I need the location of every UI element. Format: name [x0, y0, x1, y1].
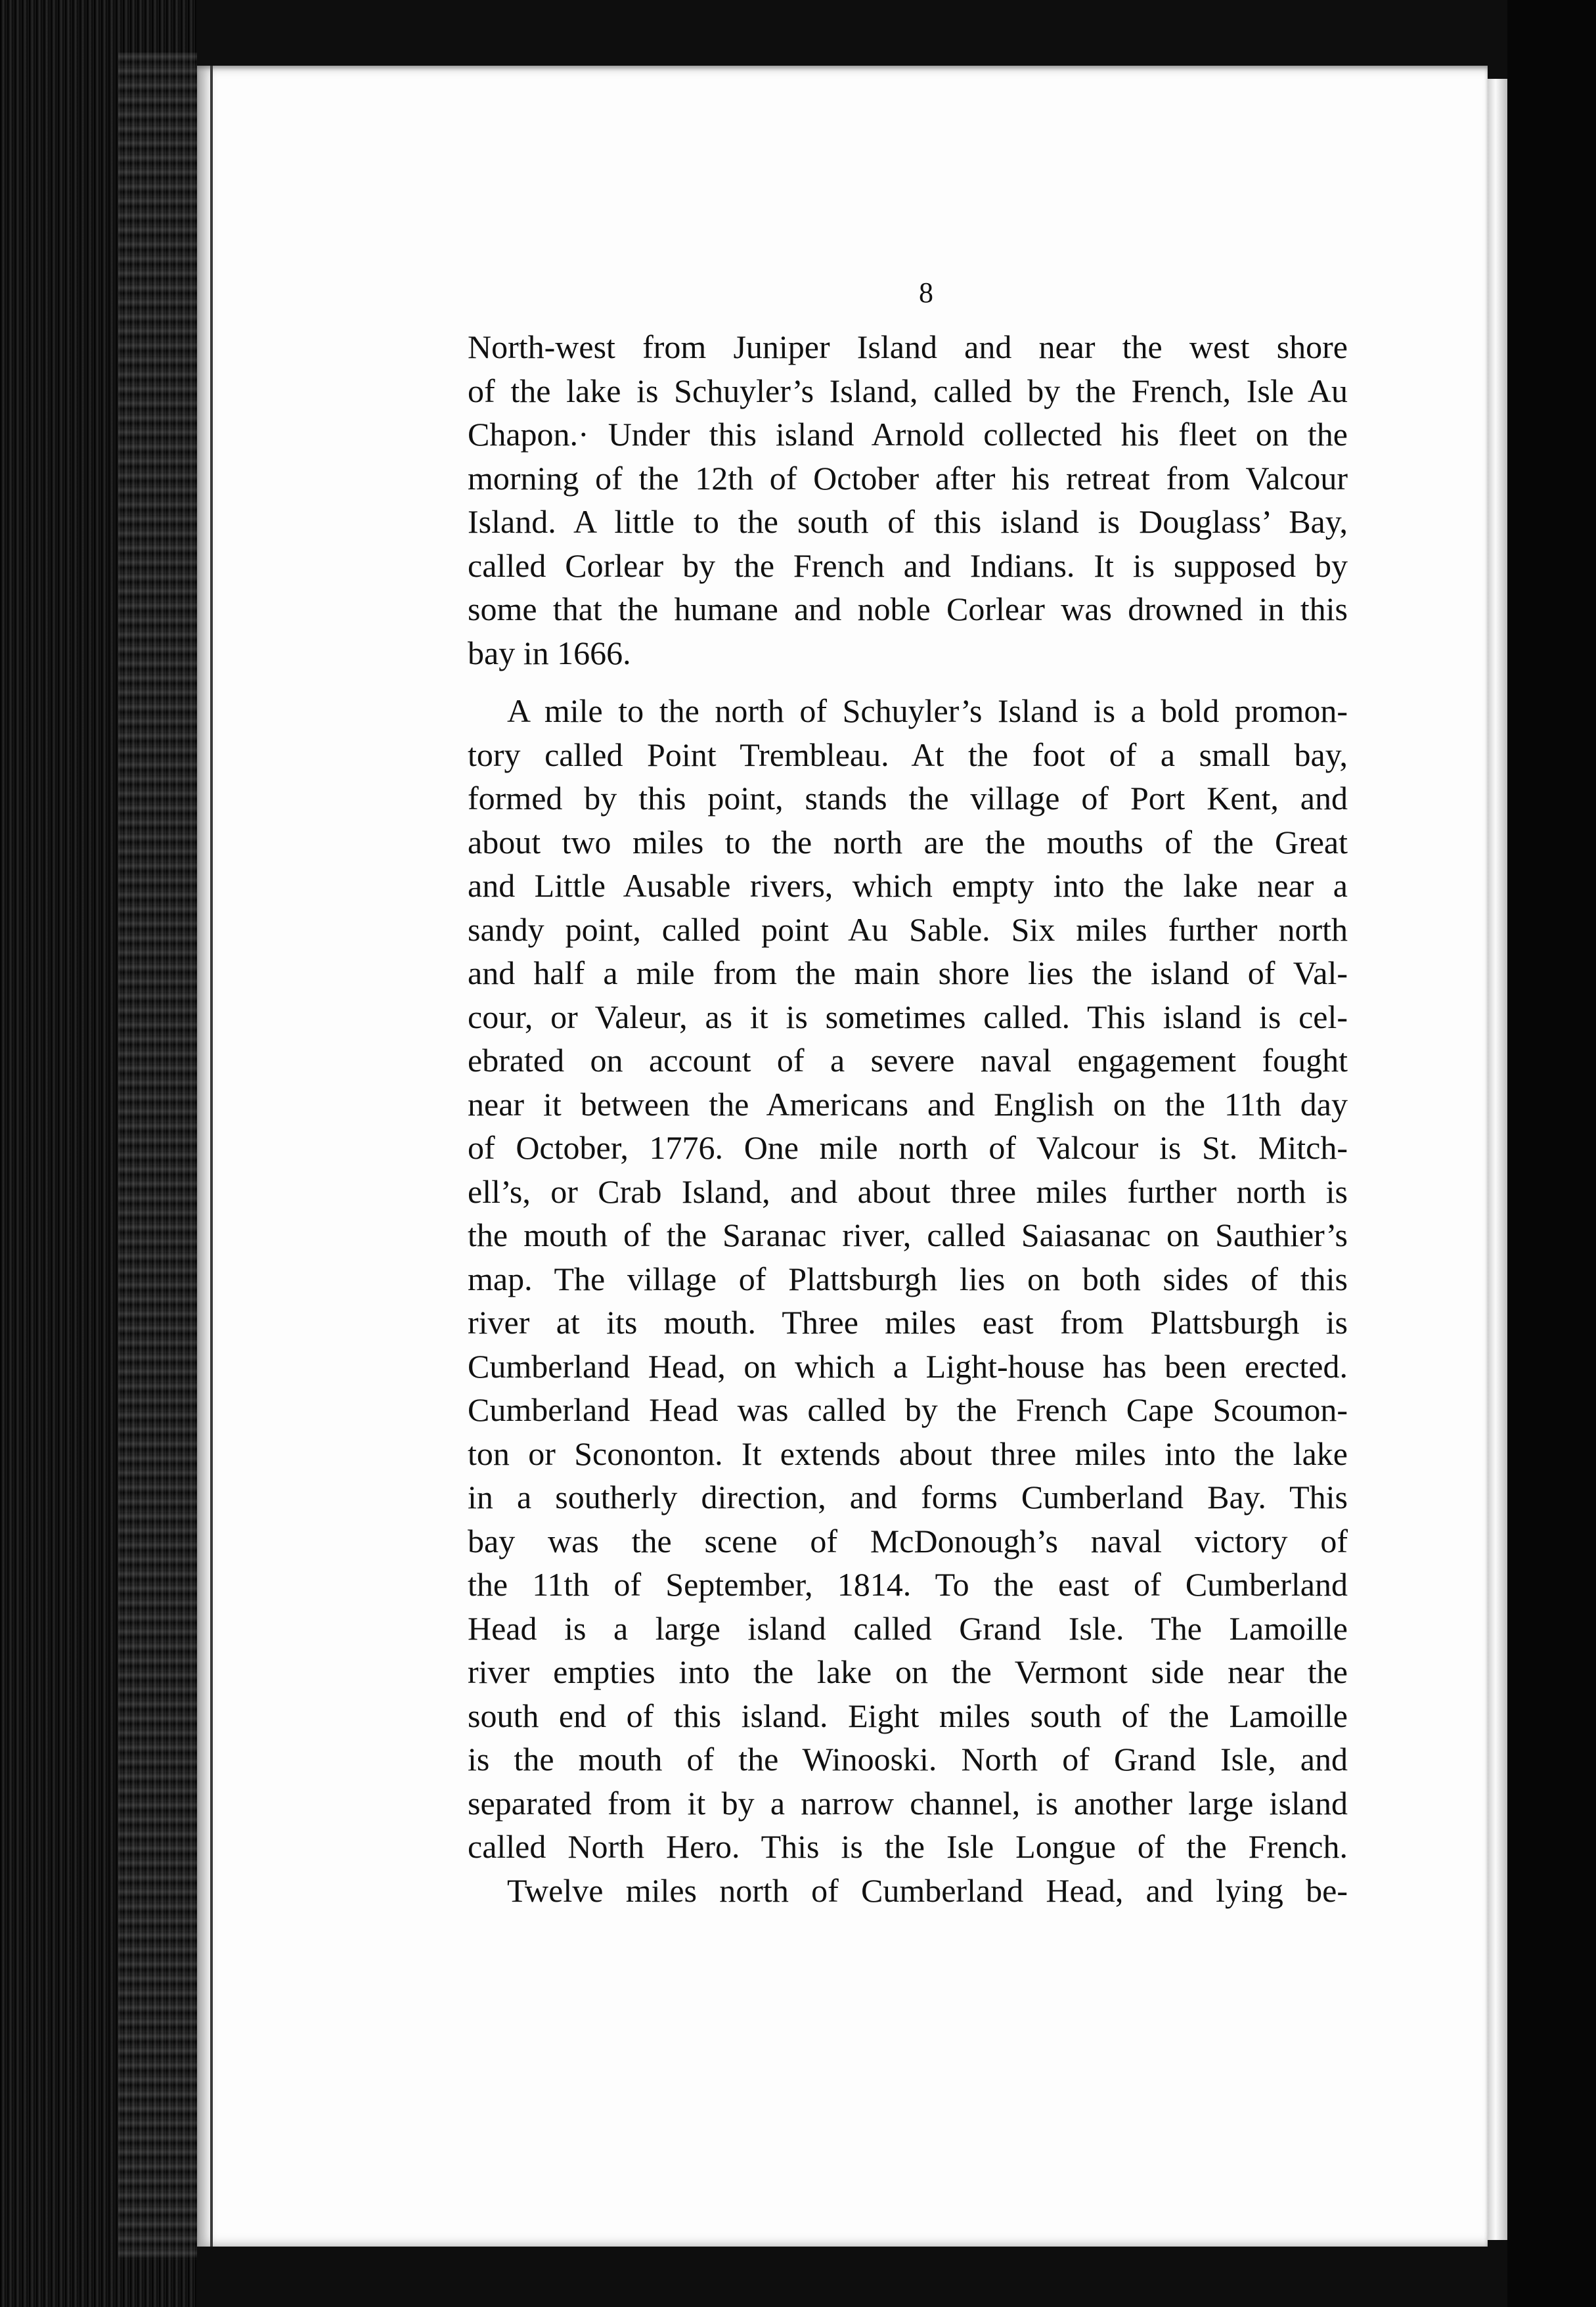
- text-line: Head is a large island called Grand Isle. The Lamoille: [468, 1609, 1348, 1647]
- page-number: 8: [919, 277, 933, 309]
- page-edge: [1488, 79, 1507, 2240]
- text-line: called Corlear by the French and Indians. It is supposed by: [468, 547, 1348, 584]
- text-line: is the mouth of the Winooski. North of Grand Isle, and: [468, 1741, 1348, 1778]
- text-line: formed by this point, stands the village of Port Kent, and: [468, 780, 1348, 817]
- text-line: and half a mile from the main shore lies the island of Val-: [468, 954, 1348, 991]
- text-line: ton or Scononton. It extends about three miles into the lake: [468, 1435, 1348, 1472]
- text-line: separated from it by a narrow channel, is another large island: [468, 1784, 1348, 1822]
- text-line: river empties into the lake on the Vermont side near the: [468, 1653, 1348, 1690]
- text-line: the mouth of the Saranac river, called Saiasanac on Sauthier’s: [468, 1217, 1348, 1253]
- text-line: near it between the Americans and English on the 11th day: [468, 1085, 1348, 1123]
- text-line: Chapon.· Under this island Arnold collected his fleet on the: [468, 416, 1348, 453]
- text-line: map. The village of Plattsburgh lies on both sides of this: [468, 1260, 1348, 1297]
- text-line: the 11th of September, 1814. To the east of Cumberland: [468, 1566, 1348, 1603]
- text-line: of the lake is Schuyler’s Island, called by the French, Isle Au: [468, 372, 1348, 409]
- text-line: cour, or Valeur, as it is sometimes called. This island is cel-: [468, 998, 1348, 1035]
- text-line: bay in 1666.: [468, 634, 631, 671]
- text-line: Cumberland Head, on which a Light-house has been erected.: [468, 1347, 1348, 1385]
- text-line: river at its mouth. Three miles east from Plattsburgh is: [468, 1304, 1348, 1341]
- text-line: bay was the scene of McDonough’s naval victory of: [468, 1522, 1348, 1559]
- text-line: ebrated on account of a severe naval engagement fought: [468, 1042, 1348, 1079]
- binding-line: [210, 66, 213, 2247]
- text-line: North-west from Juniper Island and near the west shore: [468, 328, 1348, 365]
- paragraph-gap: [468, 675, 1348, 689]
- text-line: of October, 1776. One mile north of Valcour is St. Mitch-: [468, 1129, 1348, 1166]
- text-line: Island. A little to the south of this island is Douglass’ Bay,: [468, 503, 1348, 540]
- text-line: about two miles to the north are the mouths of the Great: [468, 823, 1348, 861]
- gutter-texture: [118, 53, 197, 2260]
- text-line: sandy point, called point Au Sable. Six miles further north: [468, 910, 1348, 948]
- text-line: ell’s, or Crab Island, and about three miles further north is: [468, 1173, 1348, 1210]
- text-line: Cumberland Head was called by the French Cape Scoumon-: [468, 1391, 1348, 1428]
- text-line: tory called Point Trembleau. At the foot of a small bay,: [468, 736, 1348, 773]
- scan-border-right: [1507, 0, 1596, 2307]
- body-text: [468, 325, 1348, 1912]
- text-line: and Little Ausable rivers, which empty into the lake near a: [468, 867, 1348, 904]
- text-line: A mile to the north of Schuyler’s Island is a bold promon-: [507, 692, 1348, 729]
- text-line: morning of the 12th of October after his retreat from Valcour: [468, 459, 1348, 497]
- text-line: called North Hero. This is the Isle Longue of the French.: [468, 1828, 1348, 1865]
- text-line: some that the humane and noble Corlear was drowned in this: [468, 591, 1348, 627]
- text-line: in a southerly direction, and forms Cumberland Bay. This: [468, 1479, 1348, 1515]
- text-line: Twelve miles north of Cumberland Head, and lying be-: [507, 1871, 1348, 1909]
- text-line: south end of this island. Eight miles south of the Lamoille: [468, 1697, 1348, 1734]
